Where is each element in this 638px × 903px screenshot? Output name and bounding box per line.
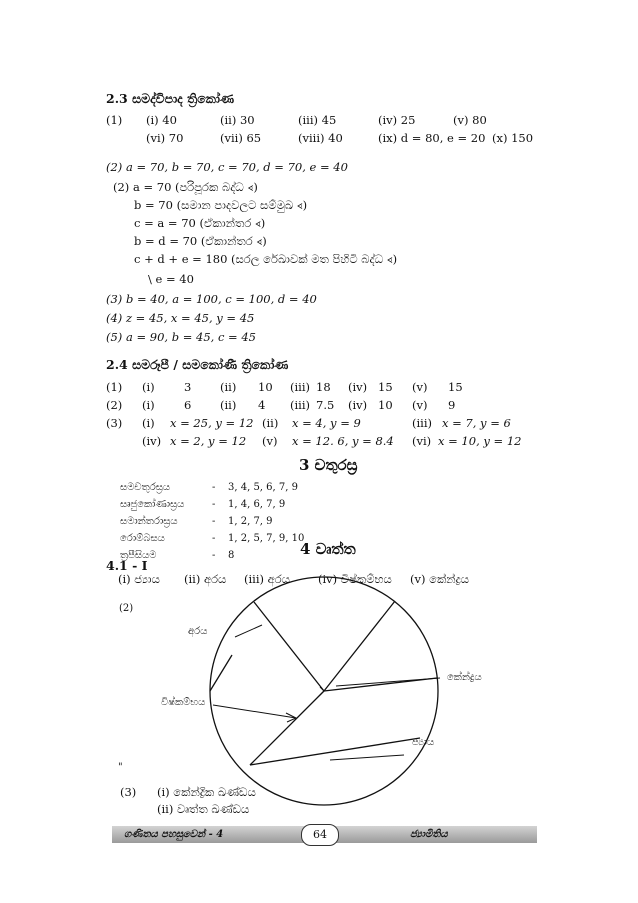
answer-value: 6 (184, 398, 192, 412)
footer-subject: ජ්‍යාමිතිය (410, 829, 448, 840)
footer-book-title: ගණිතය පහසුවෙන් - 4 (124, 829, 224, 840)
answer-item: (viii) 40 (298, 131, 343, 145)
question-number: (3) (120, 785, 137, 799)
question-number: (1) (106, 113, 123, 127)
exercise-label: 4.1 - I (106, 558, 148, 573)
answer-item: (vii) 65 (220, 131, 262, 145)
part-label: (v) (262, 434, 278, 448)
part-label: (iii) (412, 416, 433, 430)
answer-item: (i) කේන්ද්‍රික ඛණ්ඩය (157, 785, 256, 799)
answer-item: (v) 80 (453, 113, 487, 127)
chord-line (250, 738, 420, 765)
part-label: (v) (412, 380, 428, 394)
answer-item: (x) 150 (492, 131, 534, 145)
working-line: \ e = 40 (148, 272, 194, 286)
answer-value: 4 (258, 398, 266, 412)
shape-name: සමාන්තරාස්‍රය (120, 516, 178, 527)
answer-value: x = 4, y = 9 (292, 416, 361, 430)
separator: - (212, 499, 216, 510)
answer-value: 10 (258, 380, 273, 394)
answer-value: 9 (448, 398, 456, 412)
working-line: c = a = 70 (ඒකාන්තර ∢) (134, 216, 266, 230)
radius-line (324, 601, 395, 691)
separator: - (212, 550, 216, 561)
section-heading-2-4: 2.4 සමරූපී / සමකෝණී ත්‍රිකෝණ (106, 357, 289, 372)
separator: - (212, 516, 216, 527)
answer-item: (iii) 45 (298, 113, 337, 127)
answer-item: (ii) අරය (184, 572, 227, 586)
label-radius: අරය (188, 626, 208, 637)
part-label: (ii) (262, 416, 279, 430)
label-diameter: විෂ්කම්භය (161, 697, 206, 708)
shape-values: 8 (228, 550, 235, 561)
shape-name: සමචතුරස්‍රය (120, 482, 171, 493)
answer-item: (i) 40 (146, 113, 177, 127)
working-line: (2) a = 70 (පරිපූරක බද්ධ ∢) (113, 180, 258, 194)
part-label: (iii) (290, 380, 311, 394)
section-heading-2-3: 2.3 සමද්විපාද ත්‍රිකෝණ (106, 91, 235, 106)
part-label: (iv) (142, 434, 162, 448)
shape-name: රොම්බසය (120, 533, 165, 544)
answer-item: (vi) 70 (146, 131, 184, 145)
part-label: (ii) (220, 380, 237, 394)
pointer-line (213, 705, 296, 718)
working-line: b = 70 (සමාන පාදවලට සම්මුඛ ∢) (134, 198, 308, 212)
pointer-line (336, 678, 440, 686)
question-number: (1) (106, 380, 123, 394)
part-label: (i) (142, 398, 155, 412)
part-label: (v) (412, 398, 428, 412)
answer-item: (v) කේන්ද්‍රය (410, 572, 470, 586)
page-number: 64 (301, 824, 339, 846)
answer-value: 18 (316, 380, 331, 394)
answer-value: 15 (448, 380, 463, 394)
part-label: (vi) (412, 434, 432, 448)
answer-item: (iv) 25 (378, 113, 416, 127)
question-number: (2) (106, 398, 123, 412)
label-chord: ජ්‍යාය (412, 737, 435, 748)
answer-value: x = 25, y = 12 (170, 416, 254, 430)
radius-line (254, 602, 324, 691)
diameter-line (250, 691, 324, 765)
shape-name: සෘජුකෝණාස්‍රය (120, 499, 185, 510)
answer-line: (4) z = 45, x = 45, y = 45 (106, 311, 255, 325)
separator: - (212, 482, 216, 493)
answer-line: (2) a = 70, b = 70, c = 70, d = 70, e = 40 (106, 160, 348, 174)
part-label: (i) (142, 380, 155, 394)
answer-value: x = 10, y = 12 (438, 434, 522, 448)
answer-value: 3 (184, 380, 192, 394)
question-number: (2) (119, 603, 134, 614)
chapter-title: 3 චතුරස්‍ර (299, 456, 358, 474)
part-label: (ii) (220, 398, 237, 412)
radius-line (210, 655, 232, 691)
answer-value: 7.5 (316, 398, 335, 412)
answer-item: (iii) අරය (244, 572, 290, 586)
part-label: (iv) (348, 398, 368, 412)
answer-value: x = 2, y = 12 (170, 434, 247, 448)
question-number: (3) (106, 416, 123, 430)
answer-item: (iv) විෂ්කම්භය (318, 572, 392, 586)
answer-value: 15 (378, 380, 393, 394)
chapter-title: 4 වෘත්ත (300, 540, 356, 558)
answer-value: x = 12. 6, y = 8.4 (292, 434, 394, 448)
answer-item: (ix) d = 80, e = 20 (378, 131, 486, 145)
answer-item: (ii) 30 (220, 113, 255, 127)
answer-item: (ii) වෘත්ත ඛණ්ඩය (157, 802, 250, 816)
pointer-line (235, 625, 262, 637)
stray-mark: " (118, 762, 123, 773)
part-label: (iv) (348, 380, 368, 394)
shape-name: ත්‍රපීසියම (120, 550, 157, 561)
part-label: (iii) (290, 398, 311, 412)
shape-values: 3, 4, 5, 6, 7, 9 (228, 482, 298, 493)
answer-value: 10 (378, 398, 393, 412)
shape-values: 1, 2, 5, 7, 9, 10 (228, 533, 305, 544)
answer-line: (3) b = 40, a = 100, c = 100, d = 40 (106, 292, 317, 306)
answer-value: x = 7, y = 6 (442, 416, 511, 430)
working-line: b = d = 70 (ඒකාන්තර ∢) (134, 234, 267, 248)
working-line: c + d + e = 180 (සරල රේඛාවක් මත පිහිටි බද්ධ ∢) (134, 252, 398, 266)
pointer-line (330, 755, 404, 760)
shape-values: 1, 2, 7, 9 (228, 516, 273, 527)
part-label: (i) (142, 416, 155, 430)
label-centre: කේන්ද්‍රය (447, 672, 482, 683)
shape-values: 1, 4, 6, 7, 9 (228, 499, 286, 510)
answer-line: (5) a = 90, b = 45, c = 45 (106, 330, 256, 344)
answer-item: (i) ජ්‍යාය (118, 572, 160, 586)
separator: - (212, 533, 216, 544)
